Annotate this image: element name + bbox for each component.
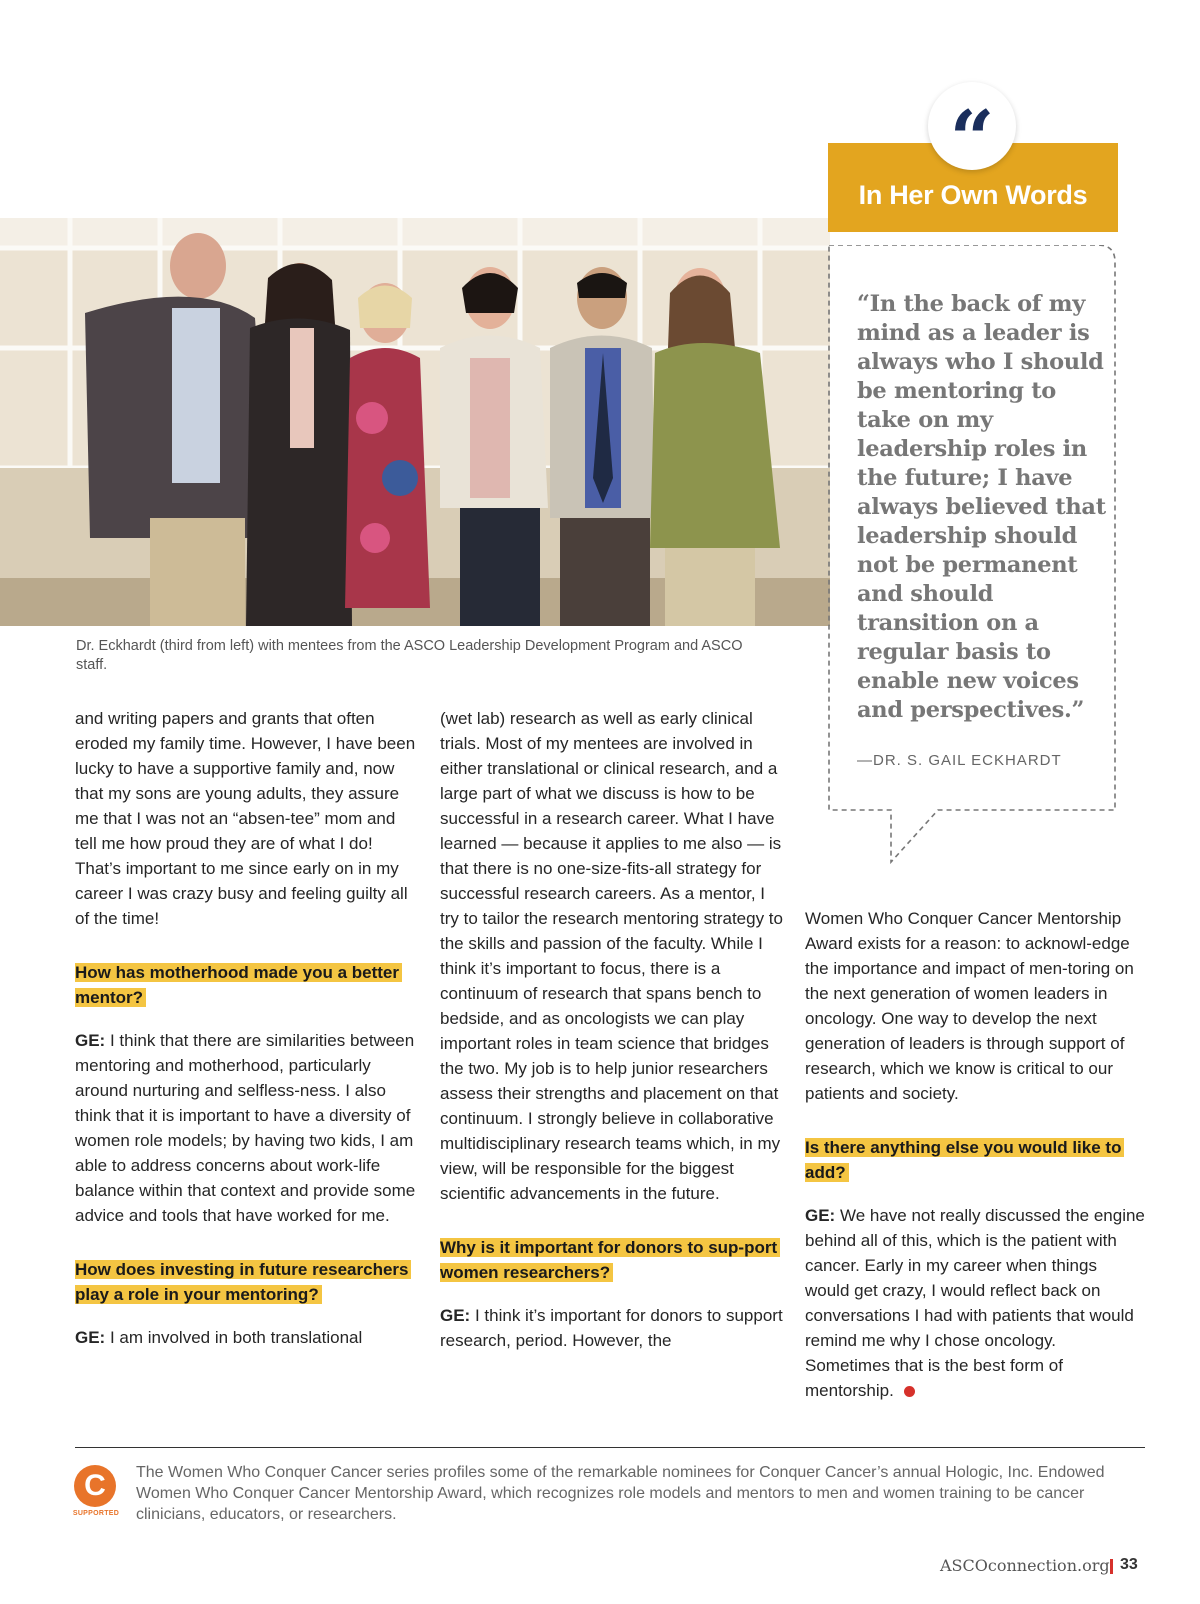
question-heading [805,1135,1145,1185]
article-column-3 [805,906,1145,1403]
speaker-label: GE: [805,1206,836,1225]
group-photo [0,218,830,626]
conquer-cancer-logo-icon [74,1465,116,1507]
answer-text: I am involved in both translational [105,1328,363,1347]
answer-text: I think that there are similarities between mentoring and motherhood, particularly around nurturing and selfless-ness. I also think that it is important to have a diversity of women role models; by having two kids, I am able to address concerns about work-life balance within that context and provide some advice and tools that have worked for me. [75,1031,416,1225]
logo-label: SUPPORTED [72,1510,120,1517]
paragraph: and writing papers and grants that often eroded my family time. However, I have been lucky to have a supportive family and, now that my sons are young adults, they assure me that I was not an “absen-tee” mom and tell me how proud they are of what I do! That’s important to me since early on in my career I was crazy busy and feeling guilty all of the time! [75,709,416,928]
folio-separator [1110,1559,1113,1574]
speaker-label: GE: [75,1328,106,1347]
question-text: How does investing in future researchers play a role in your mentoring? [75,1260,411,1304]
answer-text: We have not really discussed the engine behind all of this, which is the patient with cancer. Early in my career when things would get crazy, I would reflect back on conversations I had with patients that would remind me why I chose oncology. Sometimes that is the best form of mentorship. [805,1206,1145,1400]
article-column-2 [440,706,784,1353]
quote-mark-glyph: “ [949,94,995,185]
sidebar-heading: In Her Own Words [858,180,1088,210]
pull-quote: “In the back of my mind as a leader is always who I should be mentoring to take on my leadership roles in the future; I have always believed that leadership should not be permanent and should transition on a regular basis to enable new voices and perspectives.” [857,291,1106,723]
quote-mark-icon [928,82,1016,185]
article-column-1 [75,706,419,1350]
question-heading [440,1235,784,1285]
answer-text: I think it’s important for donors to support research, period. However, the [440,1306,783,1350]
paragraph: Women Who Conquer Cancer Mentorship Award exists for a reason: to acknowl-edge the importance and impact of men-toring on the next generation of women leaders in oncology. One way to develop the next generation of leaders is through support of research, which we know is critical to our patients and society. [805,909,1134,1103]
answer-paragraph [75,1028,419,1228]
speaker-label: GE: [440,1306,471,1325]
question-text: Is there anything else you would like to add? [805,1138,1124,1182]
answer-paragraph [805,1203,1145,1403]
logo-letter: C [84,1469,106,1502]
series-note: The Women Who Conquer Cancer series profiles some of the remarkable nominees for Conquer Cancer’s annual Hologic, Inc. Endowed Women Who Conquer Cancer Mentorship Award, which recognizes role models and mentors to men and women training to be cancer clinicians, educators, or researchers. [136,1464,1105,1523]
quote-attribution: —DR. S. GAIL ECKHARDT [857,752,1062,769]
footer-divider [75,1447,1145,1448]
speaker-label: GE: [75,1031,106,1050]
page-number: 33 [1120,1556,1138,1573]
end-of-article-dot-icon [904,1386,915,1397]
answer-paragraph [75,1325,419,1350]
answer-paragraph [440,1303,784,1353]
question-heading [75,960,419,1010]
photo-caption: Dr. Eckhardt (third from left) with mentees from the ASCO Leadership Development Program and ASCO staff. [76,638,743,673]
website-link[interactable]: ASCOconnection.org [940,1556,1110,1575]
question-heading [75,1257,419,1307]
paragraph: (wet lab) research as well as early clinical trials. Most of my mentees are involved in either translational or clinical research, and a large part of what we discuss is how to be successful in a research career. What I have learned — because it applies to me also — is that there is no one-size-fits-all strategy for successful research careers. As a mentor, I try to tailor the research mentoring strategy to the skills and passion of the faculty. While I think it’s important to focus, there is a continuum of research that spans bench to bedside, and as oncologists we can play important roles in team science that bridges the two. My job is to help junior researchers assess their strengths and placement on that continuum. I strongly believe in collaborative multidisciplinary research teams which, in my view, will be responsible for the biggest scientific advancements in the future. [440,709,783,1203]
question-text: How has motherhood made you a better mentor? [75,963,402,1007]
question-text: Why is it important for donors to sup-port women researchers? [440,1238,780,1282]
